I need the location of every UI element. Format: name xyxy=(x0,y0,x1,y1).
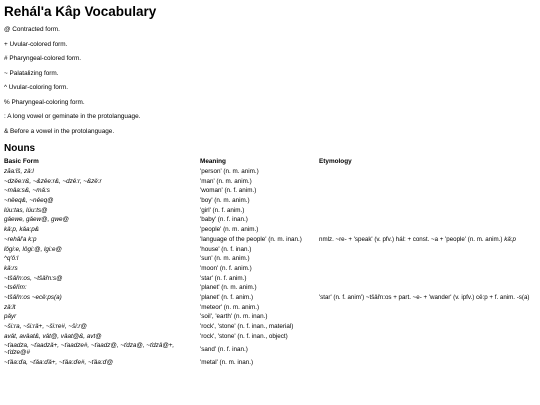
meaning-cell: 'language of the people' (n. m. inan.) xyxy=(200,235,302,243)
etymology-cell xyxy=(319,254,534,264)
meaning-cell: 'rock', 'stone' (n. f. inan., material) xyxy=(200,323,294,330)
basic-form-cell: pǎyr xyxy=(4,313,17,321)
etymology-cell xyxy=(319,358,534,368)
basic-form-cell: lǒgi:e, lǒgi:@, lgi:e@ xyxy=(4,245,62,253)
meaning-cell: 'people' (n. m. anim.) xyxy=(200,226,259,234)
basic-form-cell: zǎ:ǐt xyxy=(4,303,16,311)
table-row xyxy=(4,235,534,245)
table-row xyxy=(4,215,534,225)
legend-item: % Pharyngeal-coloring form. xyxy=(4,98,85,106)
etymology-cell xyxy=(319,215,534,225)
basic-form-cell: ^q'ǒ:l xyxy=(4,255,19,263)
meaning-cell: 'sun' (n. m. anim.) xyxy=(200,255,250,263)
legend-item: ^ Uvular-coloring form. xyxy=(4,84,69,91)
table-row xyxy=(4,283,534,293)
table-row xyxy=(4,254,534,264)
table-row xyxy=(4,303,534,313)
legend-item: @ Contracted form. xyxy=(4,26,60,33)
basic-form-cell: ~dzěe:r&, ~&zěe:r&, ~dzě:r, ~&zě:r xyxy=(4,177,102,185)
table-row xyxy=(4,186,534,196)
etymology-cell xyxy=(319,196,534,206)
table-row xyxy=(4,293,534,303)
meaning-cell: 'planet' (n. m. anim.) xyxy=(200,284,257,292)
header-etymology: Etymology xyxy=(319,158,352,165)
meaning-cell: 'meteor' (n. m. anim.) xyxy=(200,303,260,311)
etymology-cell xyxy=(319,341,534,358)
etymology-cell xyxy=(319,274,534,284)
legend-item: # Pharyngeal-colored form. xyxy=(4,55,82,62)
meaning-cell: 'girl' (n. f. anim.) xyxy=(200,206,245,214)
meaning-cell: 'planet' (n. f. anim.) xyxy=(200,293,254,301)
legend-item: + Uvular-colored form. xyxy=(4,40,68,48)
header-meaning: Meaning xyxy=(200,158,226,165)
table-row xyxy=(4,206,534,216)
etymology-cell xyxy=(319,312,534,322)
basic-form-cell: gǎewe, gǎew@, gwe@ xyxy=(4,216,69,224)
legend-item: ~ Palatalizing form. xyxy=(4,69,59,77)
etymology-cell xyxy=(319,332,534,342)
header-basic-form: Basic Form xyxy=(4,158,39,165)
meaning-cell: 'soil', 'earth' (n. m. inan.) xyxy=(200,313,268,321)
basic-form-cell: ~ši:ra, ~ši:rǎ+, ~ši:re#, ~ši:r@ xyxy=(4,323,87,330)
table-row xyxy=(4,358,534,368)
etymology-cell xyxy=(319,245,534,255)
table-row xyxy=(4,245,534,255)
page-title: Rehál'a Kâp Vocabulary xyxy=(4,4,157,19)
table-row xyxy=(4,332,534,342)
meaning-cell: 'person' (n. m. anim.) xyxy=(200,168,259,175)
table-row xyxy=(4,177,534,187)
basic-form-cell: ~ťaadza, ~ťaadzǎ+, ~ťaadze#, ~ťaadz@, ~ťdza@, ~ťdzǎ@+, ~ťdze@# xyxy=(4,342,175,357)
meaning-cell: 'boy' (n. m. anim.) xyxy=(200,197,250,205)
meaning-cell: 'sand' (n. f. inan.) xyxy=(200,345,248,353)
etymology-cell xyxy=(319,186,534,196)
etymology-cell xyxy=(319,235,534,245)
table-row xyxy=(4,264,534,274)
basic-form-cell: kǎ:rs xyxy=(4,264,18,272)
etymology-cell xyxy=(319,177,534,187)
etymology-form: kǎ:p xyxy=(504,235,516,243)
table-row xyxy=(4,225,534,235)
etymology-text: 'star' (n. f. anim') ~tšǎřn:os + part. ~e- + 'wander' (v. ipfv.) cě:p + f. anim. -s(a) xyxy=(319,293,530,301)
basic-form-cell: kǎ:p, kǎa:p& xyxy=(4,226,40,234)
etymology-text: nmlz. ~re- + 'speak' (v. pfv.) hál: + const. ~a + 'people' (n. m. anim.) xyxy=(319,235,503,243)
basic-form-cell: avǎt, avǎat&, vǎt@, vǎat@&, avt@ xyxy=(4,332,102,340)
basic-form-cell: ~mǎa:s&, ~mǎ:s xyxy=(4,187,50,195)
meaning-cell: 'rock', 'stone' (n. f. inan., object) xyxy=(200,332,288,340)
meaning-cell: 'man' (n. m. anim.) xyxy=(200,177,252,185)
basic-form-cell: zăa:ǐš, zǎ:l xyxy=(4,168,34,175)
basic-form-cell: ~něeq&, ~něeq@ xyxy=(4,197,54,205)
meaning-cell: 'baby' (n. f. inan.) xyxy=(200,216,248,224)
table-header-row xyxy=(4,158,534,167)
etymology-cell xyxy=(319,206,534,216)
etymology-cell xyxy=(319,322,534,332)
etymology-cell xyxy=(319,303,534,313)
meaning-cell: 'house' (n. f. inan.) xyxy=(200,245,252,253)
table-row xyxy=(4,312,534,322)
table-row xyxy=(4,196,534,206)
legend xyxy=(4,26,540,142)
meaning-cell: 'star' (n. f. anim.) xyxy=(200,274,247,282)
etymology-cell xyxy=(319,167,534,177)
etymology-cell xyxy=(319,293,534,303)
etymology-cell xyxy=(319,283,534,293)
basic-form-cell: ~tsěřim: xyxy=(4,284,27,292)
meaning-cell: 'woman' (n. f. anim.) xyxy=(200,187,257,195)
basic-form-cell: ~rehǎl'a k:p xyxy=(4,235,37,243)
basic-form-cell: ~tšǎřn:os ~ecě:ps(a) xyxy=(4,293,62,301)
table-row xyxy=(4,274,534,284)
legend-item: : A long vowel or geminate in the protolanguage. xyxy=(4,113,141,120)
meaning-cell: 'metal' (n. m. inan.) xyxy=(200,359,254,367)
etymology-cell xyxy=(319,264,534,274)
basic-form-cell: ~tšǎřn:os, ~tšǎřn:s@ xyxy=(4,274,63,282)
meaning-cell: 'moon' (n. f. anim.) xyxy=(200,264,252,272)
section-title-nouns: Nouns xyxy=(4,143,36,154)
nouns-table xyxy=(4,158,534,368)
table-row xyxy=(4,341,534,358)
etymology-cell xyxy=(319,225,534,235)
legend-item: & Before a vowel in the protolanguage. xyxy=(4,127,115,135)
basic-form-cell: ~ťǎa:ďa, ~ťǎa:ďǎ+, ~ťǎa:ďe#, ~ťǎa:ď@ xyxy=(4,359,113,367)
basic-form-cell: lúu:tas, lúu:ts@ xyxy=(4,206,48,214)
table-row xyxy=(4,167,534,177)
table-row xyxy=(4,322,534,332)
